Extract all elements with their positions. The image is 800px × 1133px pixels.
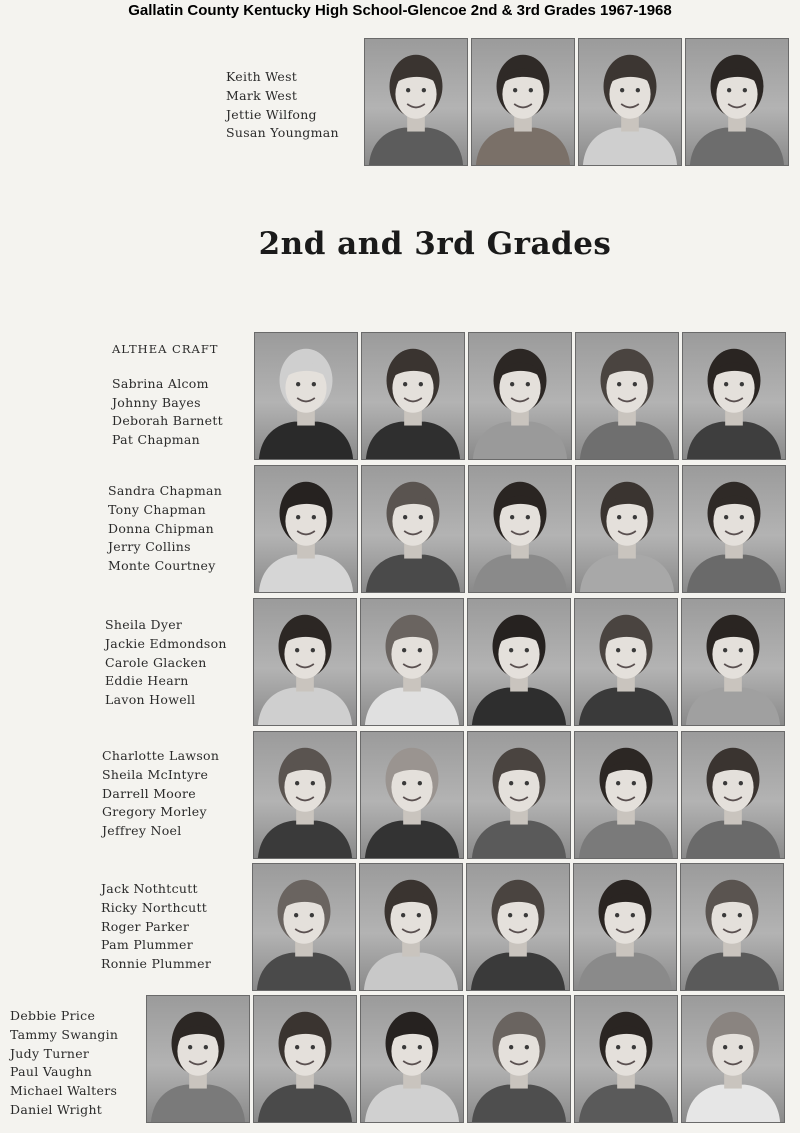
- student-portrait-photo: [146, 995, 250, 1123]
- student-portrait-photo: [681, 731, 785, 859]
- row-3-photo-row: [253, 598, 785, 726]
- student-name: Tony Chapman: [108, 501, 207, 517]
- shirt-shape: [472, 1085, 566, 1122]
- row-1-photo-row: [254, 332, 786, 460]
- portrait-silhouette: [468, 732, 570, 858]
- student-portrait-photo: [253, 598, 357, 726]
- portrait-silhouette: [360, 864, 462, 990]
- student-name: Ricky Northcutt: [101, 899, 208, 915]
- eye-shape: [631, 913, 635, 917]
- student-name: Charlotte Lawson: [102, 748, 220, 763]
- portrait-silhouette: [361, 996, 463, 1122]
- eye-shape: [419, 515, 423, 519]
- eye-shape: [739, 781, 743, 785]
- eye-shape: [616, 648, 620, 652]
- eye-shape: [401, 913, 405, 917]
- portrait-silhouette: [467, 864, 569, 990]
- shirt-shape: [472, 821, 566, 858]
- row-3-names: [105, 616, 227, 710]
- eye-shape: [616, 781, 620, 785]
- portrait-silhouette: [255, 333, 357, 459]
- shirt-shape: [473, 422, 567, 459]
- eye-shape: [724, 515, 728, 519]
- eye-shape: [418, 648, 422, 652]
- student-name: Pam Plummer: [101, 937, 193, 953]
- student-name: Sheila Dyer: [105, 617, 183, 632]
- eye-shape: [525, 781, 529, 785]
- student-portrait-photo: [680, 863, 784, 991]
- student-portrait-photo: [468, 465, 572, 593]
- eye-shape: [402, 781, 406, 785]
- teacher-name: ALTHEA CRAFT: [112, 342, 219, 356]
- eye-shape: [204, 1045, 208, 1049]
- portrait-silhouette: [472, 39, 574, 165]
- eye-shape: [418, 781, 422, 785]
- eye-shape: [723, 648, 727, 652]
- student-portrait-photo: [467, 731, 571, 859]
- shirt-shape: [686, 1085, 780, 1122]
- eye-shape: [743, 88, 747, 92]
- student-name: Gregory Morley: [102, 804, 207, 820]
- eye-shape: [526, 515, 530, 519]
- eye-shape: [402, 648, 406, 652]
- student-portrait-photo: [361, 465, 465, 593]
- student-portrait-photo: [682, 465, 786, 593]
- eye-shape: [417, 913, 421, 917]
- student-name: Lavon Howell: [105, 692, 196, 708]
- student-name: Roger Parker: [101, 918, 190, 934]
- shirt-shape: [259, 422, 353, 459]
- eye-shape: [727, 88, 731, 92]
- student-name: Eddie Hearn: [105, 673, 189, 689]
- portrait-silhouette: [254, 996, 356, 1122]
- portrait-silhouette: [682, 732, 784, 858]
- student-name: Susan Youngman: [226, 125, 339, 141]
- row-5-names: [101, 880, 211, 974]
- student-portrait-photo: [468, 332, 572, 460]
- portrait-silhouette: [683, 333, 785, 459]
- student-portrait-photo: [574, 598, 678, 726]
- eye-shape: [406, 88, 410, 92]
- student-portrait-photo: [681, 995, 785, 1123]
- student-name: Jack Nothtcutt: [101, 881, 198, 896]
- portrait-silhouette: [361, 732, 463, 858]
- eye-shape: [740, 382, 744, 386]
- shirt-shape: [364, 953, 458, 990]
- portrait-silhouette: [253, 864, 355, 990]
- student-portrait-photo: [573, 863, 677, 991]
- portrait-silhouette: [576, 466, 678, 592]
- portrait-silhouette: [682, 599, 784, 725]
- shirt-shape: [687, 422, 781, 459]
- student-name: Jerry Collins: [108, 539, 191, 555]
- eye-shape: [403, 382, 407, 386]
- portrait-silhouette: [362, 466, 464, 592]
- shirt-shape: [473, 555, 567, 592]
- eye-shape: [296, 515, 300, 519]
- student-portrait-photo: [253, 995, 357, 1123]
- student-portrait-photo: [254, 332, 358, 460]
- eye-shape: [723, 1045, 727, 1049]
- student-portrait-photo: [682, 332, 786, 460]
- student-portrait-photo: [467, 995, 571, 1123]
- row-2-photo-row: [254, 465, 786, 593]
- student-name: Donna Chipman: [108, 520, 214, 536]
- portrait-silhouette: [469, 333, 571, 459]
- shirt-shape: [686, 821, 780, 858]
- eye-shape: [633, 382, 637, 386]
- student-name: Judy Turner: [10, 1045, 90, 1061]
- student-name: Sheila McIntyre: [102, 766, 209, 782]
- portrait-silhouette: [147, 996, 249, 1122]
- shirt-shape: [580, 555, 674, 592]
- shirt-shape: [690, 128, 784, 165]
- portrait-silhouette: [682, 996, 784, 1122]
- eye-shape: [632, 1045, 636, 1049]
- eye-shape: [403, 515, 407, 519]
- student-portrait-photo: [360, 731, 464, 859]
- student-name: Darrell Moore: [102, 785, 196, 801]
- portrait-silhouette: [255, 466, 357, 592]
- shirt-shape: [258, 688, 352, 725]
- portrait-silhouette: [361, 599, 463, 725]
- eye-shape: [616, 1045, 620, 1049]
- student-name: Michael Walters: [10, 1083, 118, 1099]
- section-title: 2nd and 3rd Grades: [258, 226, 612, 262]
- eye-shape: [510, 515, 514, 519]
- row-5-photo-row: [252, 863, 784, 991]
- shirt-shape: [257, 953, 351, 990]
- student-name: Johnny Bayes: [112, 394, 201, 410]
- eye-shape: [508, 913, 512, 917]
- eye-shape: [509, 648, 513, 652]
- eye-shape: [418, 1045, 422, 1049]
- student-name: Mark West: [226, 87, 298, 103]
- eye-shape: [295, 648, 299, 652]
- shirt-shape: [151, 1085, 245, 1122]
- shirt-shape: [258, 1085, 352, 1122]
- eye-shape: [620, 88, 624, 92]
- eye-shape: [636, 88, 640, 92]
- eye-shape: [617, 515, 621, 519]
- eye-shape: [739, 648, 743, 652]
- shirt-shape: [686, 688, 780, 725]
- portrait-silhouette: [579, 39, 681, 165]
- row-6-names: [10, 1007, 118, 1120]
- shirt-shape: [685, 953, 779, 990]
- student-portrait-photo: [467, 598, 571, 726]
- shirt-shape: [687, 555, 781, 592]
- portrait-silhouette: [575, 732, 677, 858]
- student-portrait-photo: [252, 863, 356, 991]
- shirt-shape: [583, 128, 677, 165]
- eye-shape: [509, 1045, 513, 1049]
- row-4-names: [102, 747, 219, 841]
- row-6-photo-row: [146, 995, 785, 1123]
- portrait-silhouette: [575, 599, 677, 725]
- eye-shape: [740, 515, 744, 519]
- student-name: Keith West: [226, 69, 298, 84]
- eye-shape: [525, 1045, 529, 1049]
- portrait-silhouette: [468, 599, 570, 725]
- eye-shape: [633, 515, 637, 519]
- row-2-names: [108, 482, 222, 576]
- eye-shape: [632, 781, 636, 785]
- eye-shape: [724, 382, 728, 386]
- portrait-silhouette: [468, 996, 570, 1122]
- portrait-silhouette: [683, 466, 785, 592]
- student-name: Tammy Swangin: [10, 1026, 119, 1042]
- student-name: Deborah Barnett: [112, 413, 224, 429]
- eye-shape: [295, 1045, 299, 1049]
- student-name: Jettie Wilfong: [226, 106, 317, 122]
- eye-shape: [312, 382, 316, 386]
- shirt-shape: [369, 128, 463, 165]
- eye-shape: [422, 88, 426, 92]
- top-group-names: [226, 68, 339, 143]
- student-name: Ronnie Plummer: [101, 956, 212, 972]
- shirt-shape: [580, 422, 674, 459]
- eye-shape: [311, 1045, 315, 1049]
- shirt-shape: [258, 821, 352, 858]
- student-name: Monte Courtney: [108, 558, 216, 574]
- student-portrait-photo: [254, 465, 358, 593]
- eye-shape: [419, 382, 423, 386]
- student-portrait-photo: [364, 38, 468, 166]
- row-1-names: [112, 340, 223, 450]
- shirt-shape: [579, 688, 673, 725]
- eye-shape: [525, 648, 529, 652]
- student-portrait-photo: [360, 995, 464, 1123]
- eye-shape: [188, 1045, 192, 1049]
- student-name: Jeffrey Noel: [102, 823, 182, 839]
- eye-shape: [524, 913, 528, 917]
- student-portrait-photo: [578, 38, 682, 166]
- eye-shape: [296, 382, 300, 386]
- eye-shape: [311, 648, 315, 652]
- student-portrait-photo: [466, 863, 570, 991]
- shirt-shape: [579, 1085, 673, 1122]
- portrait-silhouette: [254, 599, 356, 725]
- student-name: Pat Chapman: [112, 432, 201, 448]
- shirt-shape: [259, 555, 353, 592]
- portrait-silhouette: [362, 333, 464, 459]
- shirt-shape: [471, 953, 565, 990]
- eye-shape: [526, 382, 530, 386]
- eye-shape: [529, 88, 533, 92]
- portrait-silhouette: [365, 39, 467, 165]
- student-portrait-photo: [471, 38, 575, 166]
- student-name: Paul Vaughn: [10, 1064, 93, 1080]
- student-portrait-photo: [681, 598, 785, 726]
- student-name: Sandra Chapman: [108, 483, 223, 498]
- shirt-shape: [579, 821, 673, 858]
- student-name: Debbie Price: [10, 1008, 96, 1023]
- student-portrait-photo: [574, 731, 678, 859]
- portrait-silhouette: [681, 864, 783, 990]
- student-portrait-photo: [361, 332, 465, 460]
- portrait-silhouette: [576, 333, 678, 459]
- student-portrait-photo: [359, 863, 463, 991]
- portrait-silhouette: [469, 466, 571, 592]
- student-name: Sabrina Alcom: [112, 375, 209, 391]
- shirt-shape: [365, 1085, 459, 1122]
- shirt-shape: [366, 555, 460, 592]
- eye-shape: [513, 88, 517, 92]
- student-portrait-photo: [360, 598, 464, 726]
- eye-shape: [632, 648, 636, 652]
- eye-shape: [509, 781, 513, 785]
- shirt-shape: [476, 128, 570, 165]
- eye-shape: [722, 913, 726, 917]
- eye-shape: [723, 781, 727, 785]
- student-portrait-photo: [574, 995, 678, 1123]
- portrait-silhouette: [254, 732, 356, 858]
- eye-shape: [294, 913, 298, 917]
- eye-shape: [510, 382, 514, 386]
- eye-shape: [310, 913, 314, 917]
- student-name: Daniel Wright: [10, 1101, 103, 1117]
- student-portrait-photo: [685, 38, 789, 166]
- portrait-silhouette: [574, 864, 676, 990]
- page-header-title: Gallatin County Kentucky High School-Glencoe 2nd & 3rd Grades 1967-1968: [128, 2, 672, 19]
- student-portrait-photo: [575, 332, 679, 460]
- shirt-shape: [365, 821, 459, 858]
- shirt-shape: [578, 953, 672, 990]
- shirt-shape: [365, 688, 459, 725]
- eye-shape: [402, 1045, 406, 1049]
- shirt-shape: [366, 422, 460, 459]
- student-portrait-photo: [575, 465, 679, 593]
- row-4-photo-row: [253, 731, 785, 859]
- shirt-shape: [472, 688, 566, 725]
- student-name: Jackie Edmondson: [105, 635, 227, 651]
- eye-shape: [738, 913, 742, 917]
- portrait-silhouette: [686, 39, 788, 165]
- eye-shape: [312, 515, 316, 519]
- eye-shape: [739, 1045, 743, 1049]
- eye-shape: [295, 781, 299, 785]
- portrait-silhouette: [575, 996, 677, 1122]
- eye-shape: [311, 781, 315, 785]
- eye-shape: [615, 913, 619, 917]
- student-name: Carole Glacken: [105, 654, 207, 670]
- eye-shape: [617, 382, 621, 386]
- top-group-photo-row: [364, 38, 789, 166]
- student-portrait-photo: [253, 731, 357, 859]
